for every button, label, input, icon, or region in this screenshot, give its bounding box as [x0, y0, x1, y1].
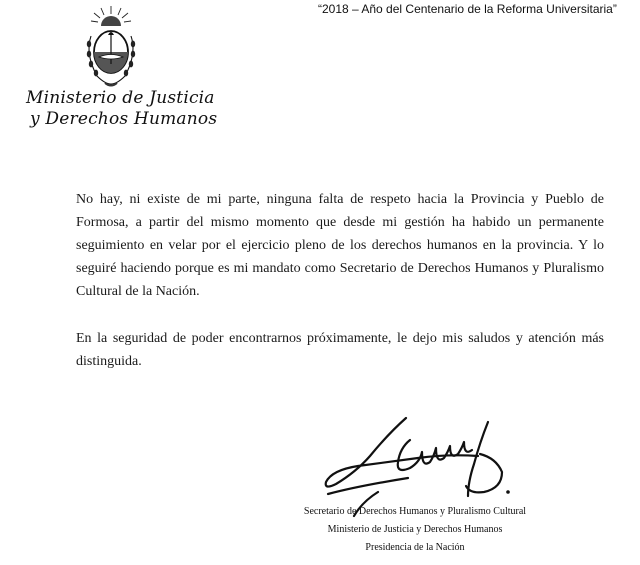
signatory-title-3: Presidencia de la Nación	[365, 542, 465, 553]
header-motto: “2018 – Año del Centenario de la Reforma Universitaria”	[318, 2, 617, 16]
paragraph-1: No hay, ni existe de mi parte, ninguna falta de respeto hacia la Provincia y Pueblo de Formosa, a partir del mismo momento que desde mi gestión ha habido un permanente seguimiento en velar por el ejercicio pleno de los derechos humanos en la provincia. Y lo seguiré haciendo porque es mi mandato como Secretario de Derechos Humanos y Pluralismo Cultural de la Nación.	[76, 192, 604, 299]
ministry-line-2: y Derechos Humanos	[30, 109, 218, 129]
signatory-title-1: Secretario de Derechos Humanos y Pluralismo Cultural	[303, 506, 527, 517]
signature-block	[280, 503, 550, 557]
argentina-coat-of-arms-icon	[79, 4, 143, 90]
ministry-logo-text	[26, 88, 226, 130]
signatory-title-2: Ministerio de Justicia y Derechos Humanos	[327, 524, 503, 535]
paragraph-2: En la seguridad de poder encontrarnos próximamente, le dejo mis saludos y atención más distinguida.	[76, 331, 604, 369]
letter-body	[76, 188, 604, 373]
ministry-line-1: Ministerio de Justicia	[26, 88, 215, 108]
